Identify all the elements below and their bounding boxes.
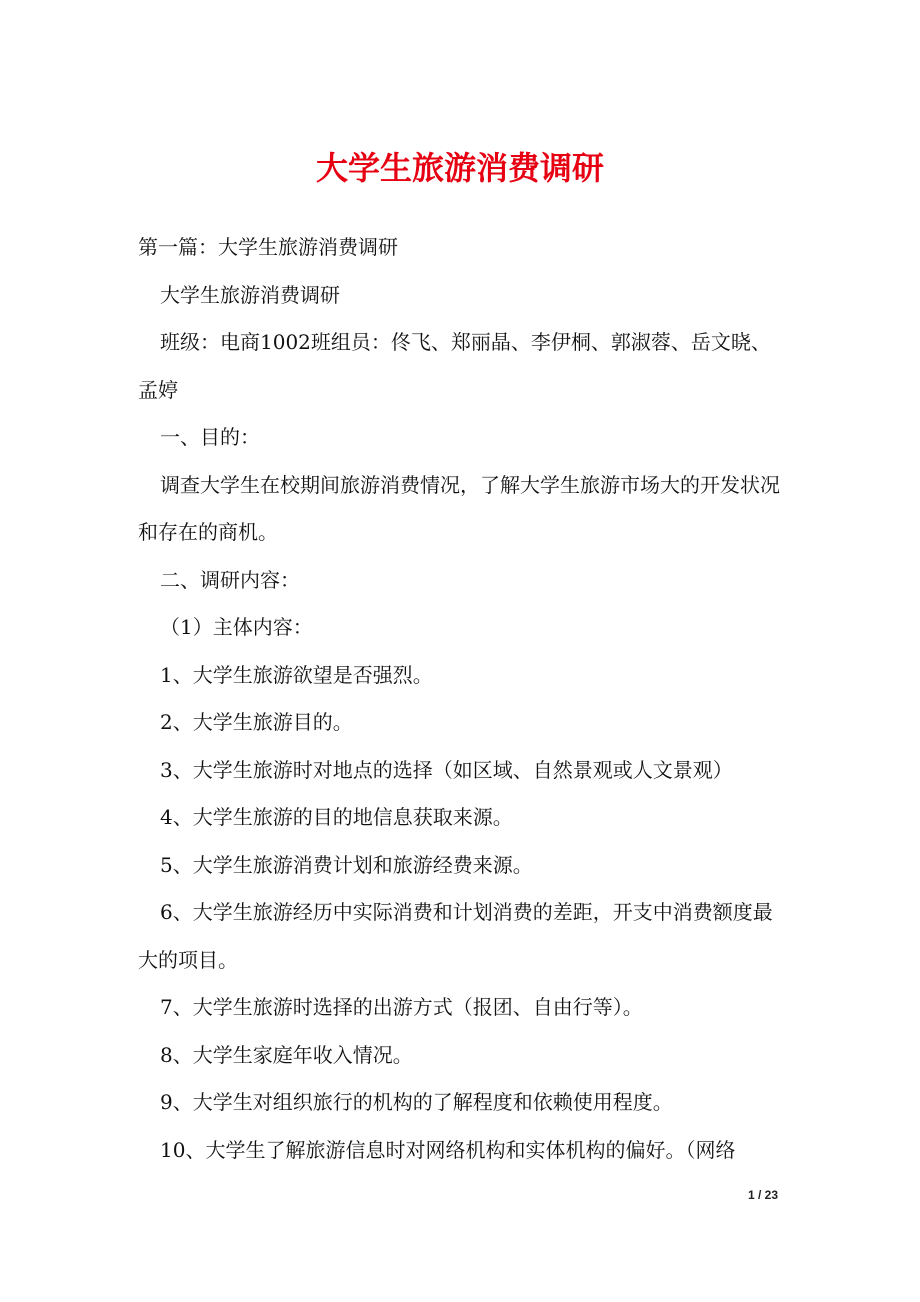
page-number: 1 / 23 — [747, 1188, 778, 1202]
paragraph: 大学生旅游消费调研 — [160, 282, 340, 307]
paragraph: （1）主体内容： — [160, 615, 313, 639]
paragraph: 7、大学生旅游时选择的出游方式（报团、自由行等）。 — [160, 995, 643, 1019]
paragraph: 调查大学生在校期间旅游消费情况，了解大学生旅游市场大的开发状况和存在的商机。 — [138, 472, 780, 544]
paragraph: 5、大学生旅游消费计划和旅游经费来源。 — [160, 852, 533, 877]
paragraph: 10、大学生了解旅游信息时对网络机构和实体机构的偏好。（网络 — [160, 1137, 736, 1162]
paragraph: 第一篇：大学生旅游消费调研 — [138, 235, 398, 259]
paragraph: 6、大学生旅游经历中实际消费和计划消费的差距，开支中消费额度最大的项目。 — [138, 900, 773, 972]
document-title: 大学生旅游消费调研 — [315, 149, 604, 187]
paragraph: 3、大学生旅游时对地点的选择（如区域、自然景观或人文景观） — [160, 757, 733, 782]
paragraph: 2、大学生旅游目的。 — [160, 710, 353, 734]
document-body — [138, 224, 788, 1174]
paragraph: 9、大学生对组织旅行的机构的了解程度和依赖使用程度。 — [160, 1090, 673, 1114]
paragraph: 4、大学生旅游的目的地信息获取来源。 — [160, 805, 513, 829]
paragraph: 8、大学生家庭年收入情况。 — [160, 1042, 413, 1067]
paragraph: 班级：电商1002班组员：佟飞、郑丽晶、李伊桐、郭淑蓉、岳文晓、孟婷 — [138, 330, 771, 402]
paragraph: 1、大学生旅游欲望是否强烈。 — [160, 662, 433, 687]
paragraph: 一、目的： — [160, 425, 260, 449]
paragraph: 二、调研内容： — [160, 567, 300, 592]
